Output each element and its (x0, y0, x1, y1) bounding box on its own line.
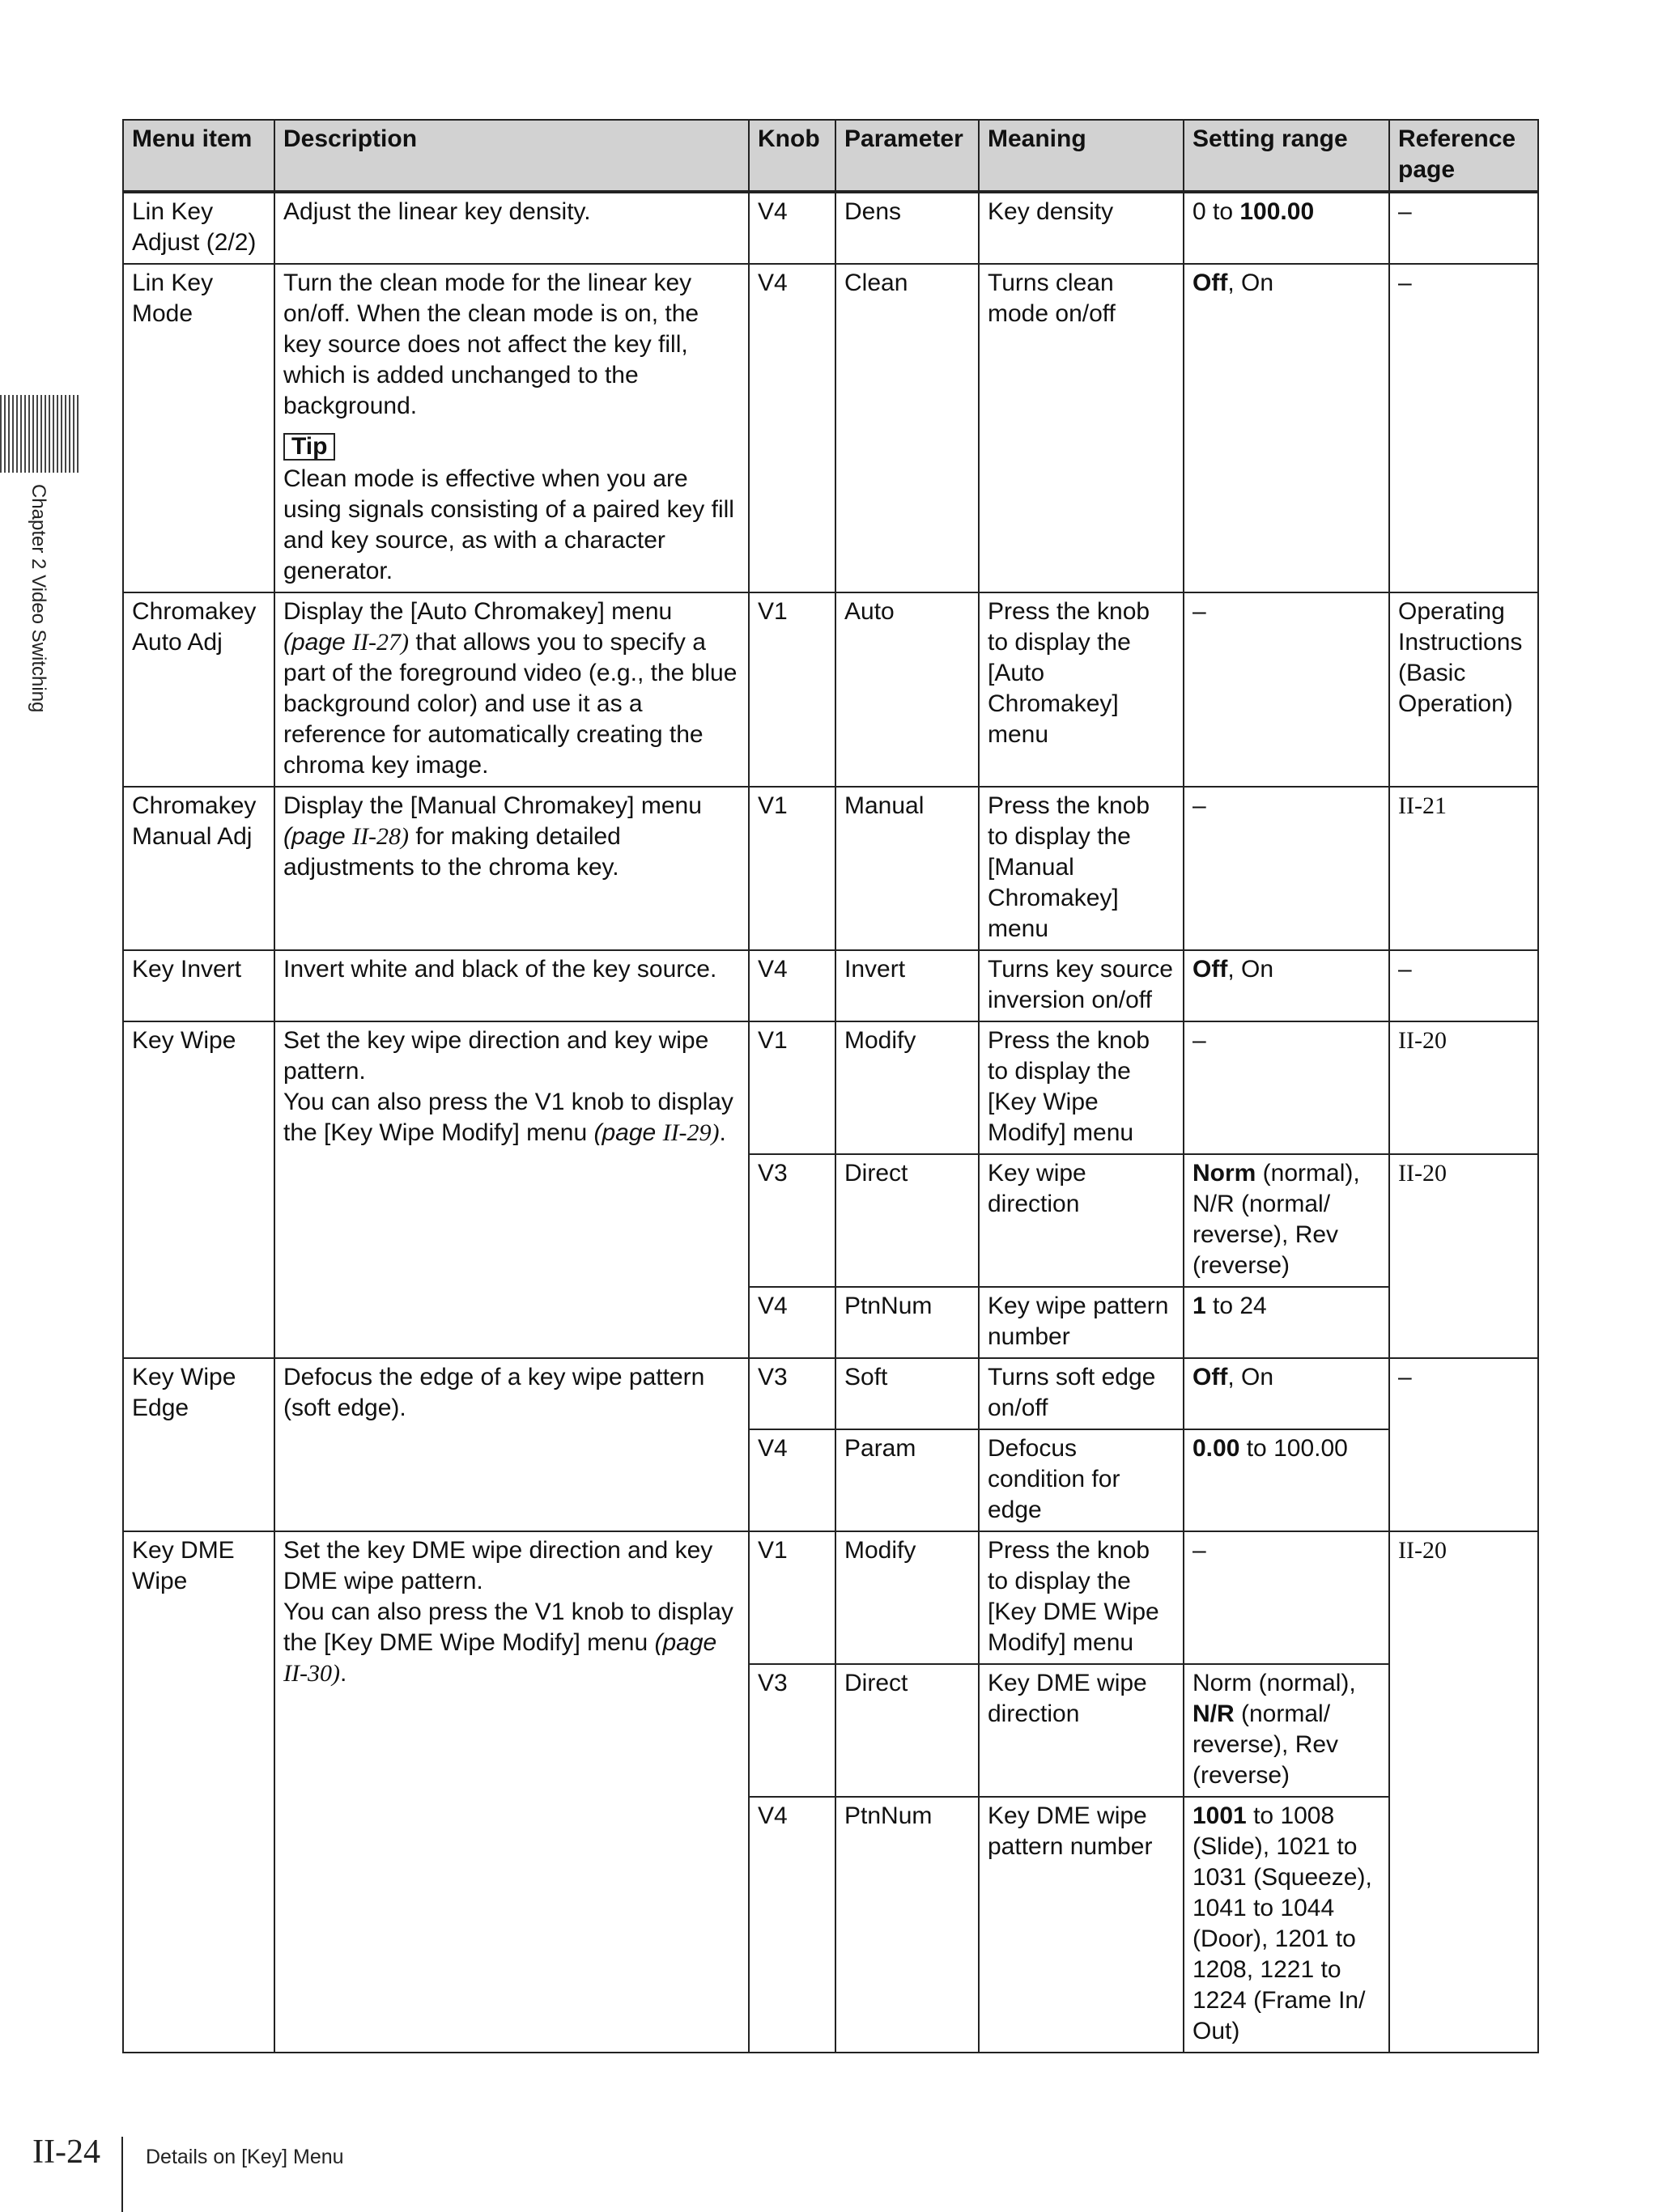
range-default: 100.00 (1239, 198, 1315, 225)
table-row (123, 787, 1538, 950)
key-menu-table (122, 119, 1539, 2053)
parameter-cell: Dens (835, 192, 979, 264)
range-text: to 24 (1205, 1293, 1267, 1319)
setting-range-cell (1184, 1664, 1389, 1797)
knob-cell: V4 (749, 192, 835, 264)
description-cell: Defocus the edge of a key wipe pattern (soft edge). (274, 1358, 749, 1531)
setting-range-cell (1184, 264, 1389, 592)
table-row (123, 1358, 1538, 1429)
description-text: Display the [Manual Chromakey] menu (283, 792, 702, 819)
menu-item-cell: Lin Key Adjust (2/2) (123, 192, 274, 264)
description-cell: Invert white and black of the key source. (274, 950, 749, 1021)
setting-range-cell (1184, 950, 1389, 1021)
header-reference-page: Reference page (1389, 120, 1538, 192)
footer-divider (121, 2137, 123, 2212)
knob-cell: V3 (749, 1358, 835, 1429)
footer-section-title: Details on [Key] Menu (146, 2146, 344, 2168)
page-reference-number: II-30) (283, 1660, 340, 1687)
parameter-cell: Invert (835, 950, 979, 1021)
knob-cell: V4 (749, 950, 835, 1021)
tip-label: Tip (283, 433, 335, 461)
range-text: to 1008 (Slide), 1021 to 1031 (Squeeze), 1041 to 1044 (Door), 1201 to 1208, 1221 to 1224 (Frame In/ Out) (1192, 1802, 1372, 2044)
range-text: , On (1227, 270, 1274, 296)
reference-cell: – (1389, 192, 1538, 264)
page-reference-number: II-29) (662, 1119, 720, 1146)
meaning-cell: Key DME wipe direction (979, 1664, 1184, 1797)
parameter-cell: PtnNum (835, 1287, 979, 1358)
parameter-cell: Soft (835, 1358, 979, 1429)
page-number: II-24 (32, 2133, 100, 2171)
description-text: . (719, 1119, 726, 1146)
reference-cell: Operating Instructions (Basic Operation) (1389, 592, 1538, 787)
parameter-cell: Clean (835, 264, 979, 592)
menu-item-cell: Key Wipe Edge (123, 1358, 274, 1531)
meaning-cell: Press the knob to display the [Auto Chromakey] menu (979, 592, 1184, 787)
setting-range-cell (1184, 1429, 1389, 1531)
chapter-thumb-tab (0, 395, 81, 473)
knob-cell: V1 (749, 1531, 835, 1664)
menu-item-cell: Chromakey Manual Adj (123, 787, 274, 950)
setting-range-cell (1184, 1358, 1389, 1429)
description-cell (274, 1021, 749, 1358)
description-text: that allows you to specify a part of the foreground video (e.g., the blue background color) and use it as a reference for automatically creating the chroma key image. (283, 629, 738, 779)
knob-cell: V3 (749, 1154, 835, 1287)
meaning-cell: Press the knob to display the [Manual Chromakey] menu (979, 787, 1184, 950)
description-text: for making detailed adjustments to the chroma key. (283, 823, 621, 881)
header-parameter: Parameter (835, 120, 979, 192)
knob-cell: V4 (749, 1287, 835, 1358)
range-text: 0 to (1192, 198, 1240, 225)
header-meaning: Meaning (979, 120, 1184, 192)
header-knob: Knob (749, 120, 835, 192)
meaning-cell: Key wipe direction (979, 1154, 1184, 1287)
knob-cell: V1 (749, 592, 835, 787)
table-header-row (123, 120, 1538, 192)
menu-item-cell: Key Invert (123, 950, 274, 1021)
reference-cell: – (1389, 264, 1538, 592)
table-row (123, 1021, 1538, 1154)
description-text: You can also press the V1 knob to display the [Key DME Wipe Modify] menu (283, 1598, 733, 1656)
page-reference-word: (page (283, 629, 353, 656)
setting-range-cell: – (1184, 592, 1389, 787)
menu-item-cell: Lin Key Mode (123, 264, 274, 592)
parameter-cell: Direct (835, 1664, 979, 1797)
page-reference-word: (page (283, 823, 353, 850)
parameter-cell: Auto (835, 592, 979, 787)
range-default: 0.00 (1192, 1435, 1240, 1462)
meaning-cell: Key DME wipe pattern number (979, 1797, 1184, 2053)
page-reference-number: II-27) (352, 629, 410, 656)
description-cell (274, 592, 749, 787)
page-reference-number: II-28) (352, 823, 410, 850)
parameter-cell: Modify (835, 1531, 979, 1664)
setting-range-cell (1184, 1154, 1389, 1287)
reference-cell: II-20 (1389, 1154, 1538, 1358)
parameter-cell: Param (835, 1429, 979, 1531)
knob-cell: V1 (749, 787, 835, 950)
parameter-cell: Modify (835, 1021, 979, 1154)
setting-range-cell: – (1184, 787, 1389, 950)
description-note (283, 1087, 740, 1148)
range-text: (normal), N/R (normal/ reverse), Rev (reverse) (1192, 1160, 1360, 1279)
meaning-cell: Turns clean mode on/off (979, 264, 1184, 592)
range-text: , On (1227, 1364, 1274, 1390)
meaning-cell: Turns soft edge on/off (979, 1358, 1184, 1429)
range-text: to 100.00 (1239, 1435, 1348, 1462)
knob-cell: V4 (749, 1429, 835, 1531)
description-text: . (339, 1660, 347, 1687)
setting-range-cell: – (1184, 1021, 1389, 1154)
reference-cell: II-20 (1389, 1021, 1538, 1154)
table-row (123, 264, 1538, 592)
header-description: Description (274, 120, 749, 192)
menu-item-cell: Key DME Wipe (123, 1531, 274, 2053)
table-row (123, 592, 1538, 787)
table-row (123, 950, 1538, 1021)
description-cell (274, 787, 749, 950)
header-setting-range: Setting range (1184, 120, 1389, 192)
knob-cell: V4 (749, 264, 835, 592)
description-text: Turn the clean mode for the linear key on/off. When the clean mode is on, the key source does not affect the key fill, which is added unchanged to the background. (283, 270, 699, 419)
knob-cell: V1 (749, 1021, 835, 1154)
knob-cell: V4 (749, 1797, 835, 2053)
knob-cell: V3 (749, 1664, 835, 1797)
setting-range-cell (1184, 192, 1389, 264)
description-note (283, 1597, 740, 1689)
page-reference-word: (page (593, 1119, 663, 1146)
setting-range-cell: – (1184, 1531, 1389, 1664)
range-default: Off (1192, 1364, 1228, 1390)
meaning-cell: Press the knob to display the [Key DME Wipe Modify] menu (979, 1531, 1184, 1664)
range-default: Off (1192, 270, 1228, 296)
range-default: Norm (1192, 1160, 1256, 1187)
meaning-cell: Press the knob to display the [Key Wipe Modify] menu (979, 1021, 1184, 1154)
description-text: Set the key DME wipe direction and key DME wipe pattern. (283, 1537, 713, 1594)
meaning-cell: Turns key source inversion on/off (979, 950, 1184, 1021)
description-text: Set the key wipe direction and key wipe pattern. (283, 1027, 709, 1085)
range-default: N/R (1192, 1700, 1235, 1727)
reference-cell: – (1389, 1358, 1538, 1531)
header-menu-item: Menu item (123, 120, 274, 192)
setting-range-cell (1184, 1287, 1389, 1358)
chapter-side-label: Chapter 2 Video Switching (28, 484, 49, 713)
range-text: , On (1227, 956, 1274, 983)
range-default: Off (1192, 956, 1228, 983)
page-reference-word: (page (654, 1629, 717, 1656)
table-row (123, 192, 1538, 264)
description-cell: Adjust the linear key density. (274, 192, 749, 264)
description-text: Display the [Auto Chromakey] menu (283, 598, 673, 625)
parameter-cell: Manual (835, 787, 979, 950)
meaning-cell: Key density (979, 192, 1184, 264)
table-row (123, 1531, 1538, 1664)
parameter-cell: PtnNum (835, 1797, 979, 2053)
menu-item-cell: Chromakey Auto Adj (123, 592, 274, 787)
meaning-cell: Key wipe pattern number (979, 1287, 1184, 1358)
range-default: 1001 (1192, 1802, 1247, 1829)
setting-range-cell (1184, 1797, 1389, 2053)
reference-cell: II-20 (1389, 1531, 1538, 2053)
range-text: Norm (normal), (1192, 1670, 1356, 1696)
reference-cell: – (1389, 950, 1538, 1021)
tip-text: Clean mode is effective when you are using signals consisting of a paired key fill and key source, as with a character generator. (283, 465, 734, 584)
description-text: You can also press the V1 knob to display the [Key Wipe Modify] menu (283, 1089, 733, 1146)
description-cell (274, 1531, 749, 2053)
meaning-cell: Defocus condition for edge (979, 1429, 1184, 1531)
parameter-cell: Direct (835, 1154, 979, 1287)
description-cell (274, 264, 749, 592)
range-default: 1 (1192, 1293, 1206, 1319)
menu-item-cell: Key Wipe (123, 1021, 274, 1358)
reference-cell: II-21 (1389, 787, 1538, 950)
range-text: (normal/ reverse), Rev (reverse) (1192, 1700, 1339, 1789)
